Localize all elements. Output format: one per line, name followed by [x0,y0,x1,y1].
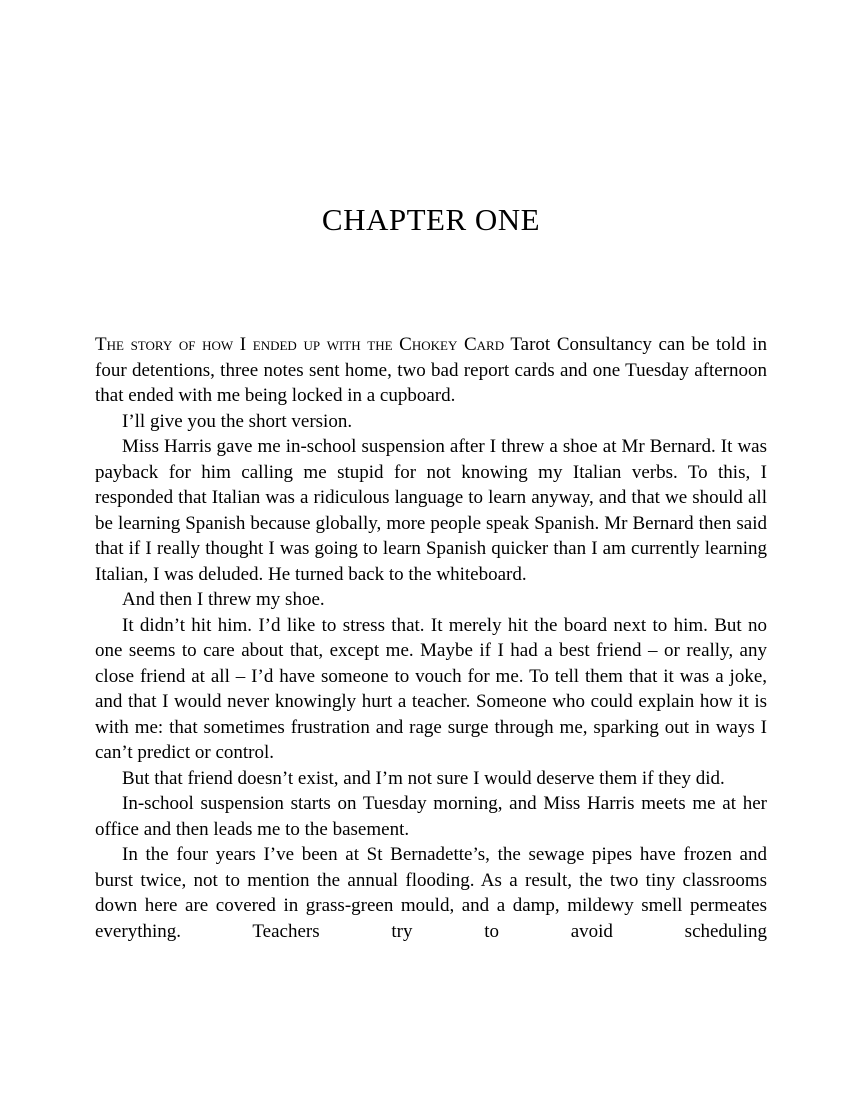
paragraph-threw-shoe: And then I threw my shoe. [122,589,325,610]
paragraph-suspension-starts: In-school suspension starts on Tuesday morning, and Miss Harris meets me at her office and then leads me to the basement. [95,793,767,840]
opening-smallcaps-lead: The story of how I ended up with the Chokey Card [95,334,505,355]
paragraph-st-bernadettes: In the four years I’ve been at St Bernadette’s, the sewage pipes have frozen and burst twice, not to mention the annual flooding. As a result, the two tiny classrooms down here are covered in grass-green mould, and a damp, mildewy smell permeates everything. Teachers try to avoid scheduling [95,844,767,942]
chapter-body-text [95,332,767,944]
paragraph-didnt-hit: It didn’t hit him. I’d like to stress that. It merely hit the board next to him. But no one seems to care about that, except me. Maybe if I had a best friend – or really, any close friend at all – I’d have someone to vouch for me. To tell them that it was a joke, and that I would never knowingly hurt a teacher. Someone who could explain how it is with me: that sometimes frustration and rage surge through me, sparking out in ways I can’t predict or control. [95,614,767,763]
paragraph-short-version: I’ll give you the short version. [122,410,353,432]
paragraph-friend-doesnt-exist: But that friend doesn’t exist, and I’m not sure I would deserve them if they did. [122,767,725,789]
opening-paragraph [95,332,767,409]
opening-paragraph-rest: Tarot Consultancy can be told in four detentions, three notes sent home, two bad report cards and one Tuesday afternoon that ended with me being locked in a cupboard. [95,334,767,406]
chapter-heading: CHAPTER ONE [321,202,541,237]
paragraph-miss-harris: Miss Harris gave me in-school suspension after I threw a shoe at Mr Bernard. It was payback for him calling me stupid for not knowing my Italian verbs. To this, I responded that Italian was a ridiculous language to learn anyway, and that we should all be learning Spanish because globally, more people speak Spanish. Mr Bernard then said that if I really thought I was going to learn Spanish quicker than I am currently learning Italian, I was deluded. He turned back to the whiteboard. [95,436,767,585]
